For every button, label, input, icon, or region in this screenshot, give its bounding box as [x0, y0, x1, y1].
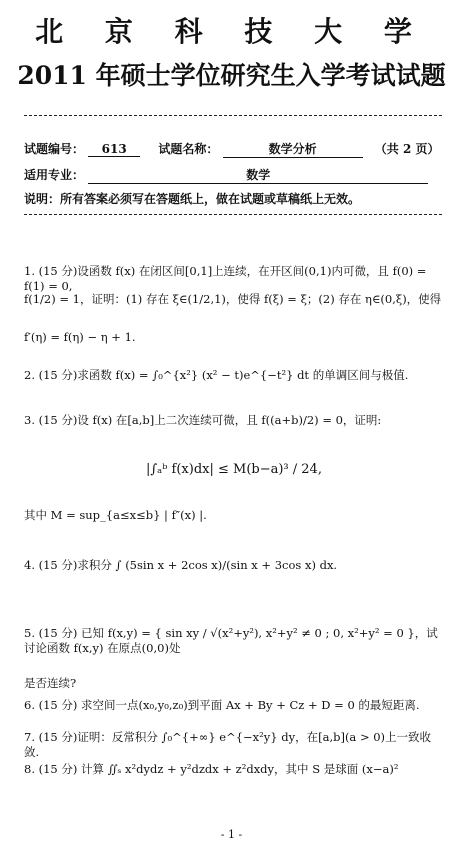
question-4: 4. (15 分)求积分 ∫ (5sin x + 2cos x)/(sin x + 3cos x) dx.	[24, 558, 338, 572]
page-number: - 1 -	[220, 828, 243, 841]
divider-top	[24, 115, 442, 116]
question-5-line2: 是否连续?	[24, 676, 77, 690]
major-value: 数学	[88, 166, 428, 184]
exam-title-university: 北 京 科 技 大 学	[35, 15, 428, 48]
question-1-line2: f(1/2) = 1，证明：(1) 存在 ξ∈(1/2,1)，使得 f(ξ) = ξ；(2) 存在 η∈(0,ξ)，使得	[24, 292, 442, 306]
question-8: 8. (15 分) 计算 ∬ₛ x²dydz + y²dzdx + z²dxdy，其中 S 是球面 (x−a)²	[24, 762, 399, 776]
divider-bottom	[24, 214, 442, 215]
question-2: 2. (15 分)求函数 f(x) = ∫₀^{x²} (x² − t)e^{−t²} dt 的单调区间与极值.	[24, 368, 409, 382]
question-7: 7. (15 分)证明：反常积分 ∫₀^{+∞} e^{−x²y} dy，在[a,b](a > 0)上一致收敛.	[24, 730, 432, 759]
exam-info-row2	[24, 166, 444, 184]
name-label: 试题名称：	[158, 142, 219, 156]
exam-note: 说明：所有答案必须写在答题纸上，做在试题或草稿纸上无效。	[24, 192, 361, 206]
question-3-formula: |∫ₐᵇ f(x)dx| ≤ M(b−a)³ / 24,	[146, 462, 322, 477]
exam-title-subtitle: 2011 年硕士学位研究生入学考试试题	[17, 61, 446, 90]
code-label: 试题编号：	[24, 142, 85, 156]
name-value: 数学分析	[223, 140, 363, 158]
question-5-line1: 5. (15 分) 已知 f(x,y) = { sin xy / √(x²+y²), x²+y² ≠ 0 ; 0, x²+y² = 0 }，试讨论函数 f(x,y) 在原点(0,0)处	[24, 626, 438, 655]
major-label: 适用专业：	[24, 168, 85, 182]
question-3-line1: 3. (15 分)设 f(x) 在[a,b]上二次连续可微，且 f((a+b)/2) = 0，证明:	[24, 413, 382, 427]
exam-info-row1	[24, 140, 444, 158]
question-1-line1: 1. (15 分)设函数 f(x) 在闭区间[0,1]上连续，在开区间(0,1)内可微，且 f(0) = f(1) = 0,	[24, 264, 427, 293]
question-6: 6. (15 分) 求空间一点(x₀,y₀,z₀)到平面 Ax + By + Cz + D = 0 的最短距离.	[24, 698, 420, 712]
question-3-line2: 其中 M = sup_{a≤x≤b} | f″(x) |.	[24, 508, 207, 522]
pages-text: （共 2 页）	[374, 142, 440, 156]
question-1-line3: f′(η) = f(η) − η + 1.	[24, 330, 136, 344]
code-value: 613	[88, 142, 140, 157]
